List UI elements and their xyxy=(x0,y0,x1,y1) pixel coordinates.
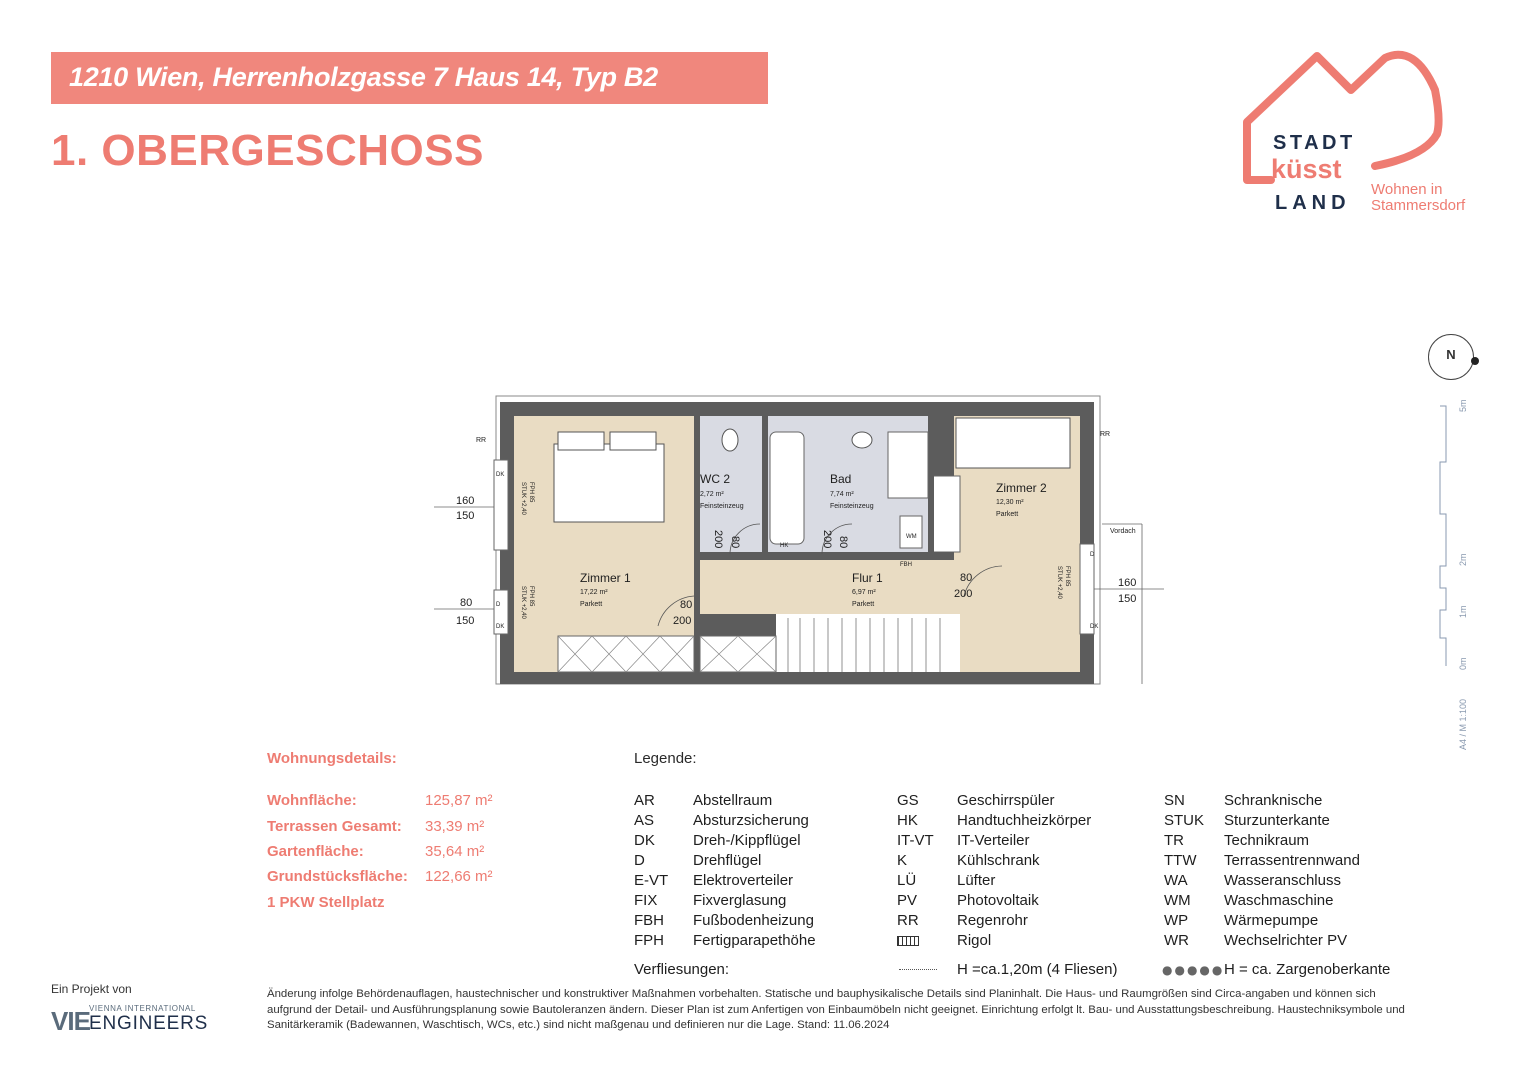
label-vordach: Vordach xyxy=(1110,528,1136,535)
logo-stadt: STADT xyxy=(1273,132,1356,154)
label-hk: HK xyxy=(780,543,789,549)
label-fbh: FBH xyxy=(900,562,912,568)
legend-item: Rigol xyxy=(897,932,919,952)
company-short: VIE xyxy=(51,1006,90,1036)
sink-icon xyxy=(852,432,872,448)
door-zimmer1-height: 200 xyxy=(673,615,692,627)
room-area-zimmer1: 17,22 m² xyxy=(580,589,608,596)
label-stuk-left-top: STUK +2,40 xyxy=(520,482,526,515)
room-name-flur1: Flur 1 xyxy=(852,571,883,585)
legend-item: HK Handtuchheizkörper xyxy=(897,812,1092,829)
flur-area xyxy=(700,560,954,614)
floor-plan xyxy=(430,390,1170,690)
label-rr-left: RR xyxy=(476,437,487,444)
label-fph-left-top: FPH 85 xyxy=(528,482,534,503)
company-line1: VIENNA INTERNATIONAL xyxy=(89,1004,196,1013)
label-rr-right: RR xyxy=(1100,431,1111,438)
scale-bar xyxy=(1436,398,1476,758)
legend-item: D Drehflügel xyxy=(634,852,762,869)
dim-left-bottom-height: 150 xyxy=(456,615,475,627)
legend-item: RR Regenrohr xyxy=(897,912,1028,929)
room-name-zimmer1: Zimmer 1 xyxy=(580,571,631,585)
door-zimmer1-width: 80 xyxy=(680,599,693,611)
legend-item: SN Schranknische xyxy=(1164,792,1323,809)
room-area-flur1: 6,97 m² xyxy=(852,589,876,596)
north-dot-icon xyxy=(1471,357,1479,365)
logo-land: LAND xyxy=(1275,192,1351,214)
door-zimmer2-width: 80 xyxy=(960,572,973,584)
room-floor-bad: Feinsteinzeug xyxy=(830,503,874,510)
scale-mark-1m: 1m xyxy=(1458,605,1468,618)
details-title: Wohnungsdetails: xyxy=(267,750,397,767)
label-stuk-left-bottom: STUK +2,40 xyxy=(520,586,526,619)
room-name-wc2: WC 2 xyxy=(700,472,730,486)
tiles-height-a: H =ca.1,20m (4 Fliesen) xyxy=(957,961,1118,978)
label-d-1: D xyxy=(496,602,501,608)
dim-left-top-width: 160 xyxy=(456,495,475,507)
legend-item: IT-VT IT-Verteiler xyxy=(897,832,1030,849)
dim-left-top-height: 150 xyxy=(456,510,475,522)
legend-item: PV Photovoltaik xyxy=(897,892,1039,909)
room-name-zimmer2: Zimmer 2 xyxy=(996,481,1047,495)
legend-item: LÜ Lüfter xyxy=(897,872,996,889)
room-name-bad: Bad xyxy=(830,472,852,486)
floor-title: 1. OBERGESCHOSS xyxy=(51,126,484,175)
company-line2: ENGINEERS xyxy=(89,1013,209,1034)
legend-item: FBH Fußbodenheizung xyxy=(634,912,814,929)
label-dk-2: DK xyxy=(496,624,505,630)
room-floor-zimmer2: Parkett xyxy=(996,511,1019,518)
legend-item: FIX Fixverglasung xyxy=(634,892,787,909)
zimmer2-closet xyxy=(932,476,960,552)
project-by-label: Ein Projekt von xyxy=(51,982,132,996)
parking-info: 1 PKW Stellplatz xyxy=(267,894,385,911)
label-fph-left-bottom: FPH 85 xyxy=(528,586,534,607)
room-floor-flur1: Parkett xyxy=(852,601,875,608)
wardrobe-zimmer1 xyxy=(558,636,694,672)
label-dk-1: DK xyxy=(496,472,505,478)
scale-mark-2m: 2m xyxy=(1458,553,1468,566)
detail-row: Terrassen Gesamt: 33,39 m² xyxy=(267,818,485,835)
dim-right-height: 150 xyxy=(1118,593,1137,605)
disclaimer-text: Änderung infolge Behördenauflagen, haustechnischer und konstruktiver Maßnahmen vorbehalten. Statische und bauphysikalische Details sind Planinhalt. Die Haus- und Raumgrößen sind Circa-angaben und können sich aufgrund der Detail- und Ausführungsplanung sowie Bautoleranzen ändern. Dieser Plan ist zum Anfertigen von Einbaumöbeln nicht geeignet. Einrichtung erfolgt lt. Bau- und Ausstattungsbeschreibung. Haustechniksymbole und Sanitärkeramik (Badewannen, Waschtisch, WCs, etc.) sind nicht maßgenau und definieren nur die Lage. Stand: 11.06.2024 xyxy=(267,988,1405,1031)
dim-right-width: 160 xyxy=(1118,577,1137,589)
label-dk-3: DK xyxy=(1090,624,1099,630)
label-fph-right: FPH 85 xyxy=(1064,566,1070,587)
scale-mark-0m: 0m xyxy=(1458,657,1468,670)
logo-kuesst: küsst xyxy=(1271,154,1342,184)
legend-item: AS Absturzsicherung xyxy=(634,812,809,829)
room-area-zimmer2: 12,30 m² xyxy=(996,499,1024,506)
door-bad-height: 200 xyxy=(821,530,833,549)
bed-zimmer1-icon xyxy=(554,444,664,522)
legend-item: K Kühlschrank xyxy=(897,852,1040,869)
legend-item: GS Geschirrspüler xyxy=(897,792,1055,809)
address-text: 1210 Wien, Herrenholzgasse 7 Haus 14, Typ B2 xyxy=(69,62,658,92)
room-area-bad: 7,74 m² xyxy=(830,491,854,498)
stair-well xyxy=(776,614,960,672)
tiles-label: Verfliesungen: xyxy=(634,961,730,978)
legend-item: TTW Terrassentrennwand xyxy=(1164,852,1360,869)
legend-item: AR Abstellraum xyxy=(634,792,773,809)
brand-logo xyxy=(1235,50,1485,220)
legend-item: TR Technikraum xyxy=(1164,832,1310,849)
detail-row: Grundstücksfläche: 122,66 m² xyxy=(267,868,493,885)
room-floor-wc2: Feinsteinzeug xyxy=(700,503,744,510)
legend-item: WM Waschmaschine xyxy=(1164,892,1334,909)
door-zimmer2-height: 200 xyxy=(954,588,973,600)
address-banner xyxy=(51,52,768,104)
rigol-icon xyxy=(897,936,919,946)
legend-item: WR Wechselrichter PV xyxy=(1164,932,1348,949)
label-stuk-right: STUK +2,40 xyxy=(1056,566,1062,599)
door-wc-height: 200 xyxy=(712,530,724,549)
label-wm: WM xyxy=(906,534,917,540)
detail-row: Wohnfläche: 125,87 m² xyxy=(267,792,493,809)
logo-tagline: Wohnen in Stammersdorf xyxy=(1371,181,1466,214)
wardrobe-flur xyxy=(700,636,776,672)
bathtub-icon xyxy=(770,432,804,544)
legend-item: WP Wärmepumpe xyxy=(1164,912,1319,929)
scale-caption: A4 / M 1:100 xyxy=(1458,698,1468,750)
shower-icon xyxy=(888,432,928,498)
dim-left-bottom-width: 80 xyxy=(460,597,473,609)
tile-line-dots-icon: ●●●●● xyxy=(1162,963,1225,977)
detail-row: Gartenfläche: 35,64 m² xyxy=(267,843,485,860)
tiles-height-b: H = ca. Zargenoberkante xyxy=(1224,961,1391,978)
legend-item: FPH Fertigparapethöhe xyxy=(634,932,816,949)
room-area-wc2: 2,72 m² xyxy=(700,491,724,498)
tile-line-dotted-icon xyxy=(899,969,937,970)
door-wc-width: 80 xyxy=(729,536,741,549)
scale-mark-5m: 5m xyxy=(1458,399,1468,412)
north-arrow-icon xyxy=(1428,334,1474,380)
legend-title: Legende: xyxy=(634,750,697,767)
door-bad-width: 80 xyxy=(837,536,849,549)
legend-item: DK Dreh-/Kippflügel xyxy=(634,832,801,849)
north-label: N xyxy=(1446,347,1456,362)
label-d-2: D xyxy=(1090,552,1095,558)
legend-item: WA Wasseranschluss xyxy=(1164,872,1341,889)
toilet-icon xyxy=(722,429,738,451)
legend-item: STUK Sturzunterkante xyxy=(1164,812,1330,829)
legend-item: E-VT Elektroverteiler xyxy=(634,872,794,889)
bed-zimmer2-icon xyxy=(956,418,1070,468)
washing-machine-icon xyxy=(900,516,922,548)
room-floor-zimmer1: Parkett xyxy=(580,601,603,608)
